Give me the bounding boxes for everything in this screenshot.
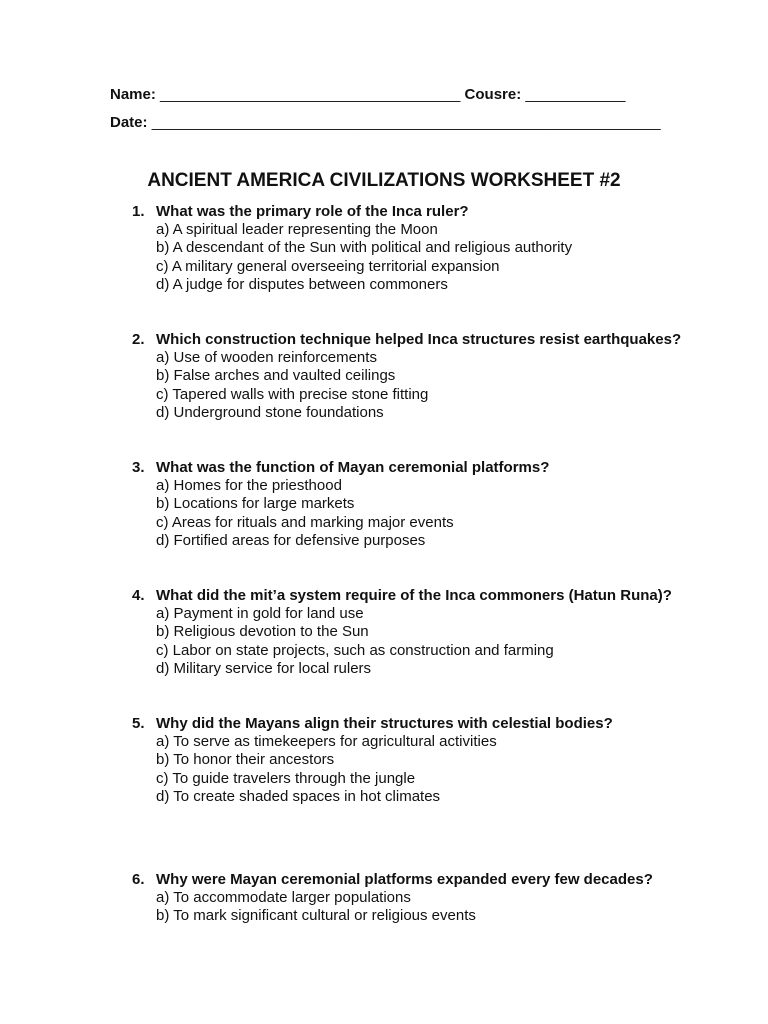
answer-option: a) Use of wooden reinforcements [156, 349, 377, 367]
question-text: Why were Mayan ceremonial platforms expanded every few decades? [156, 871, 653, 888]
answer-option: c) Areas for rituals and marking major events [156, 513, 454, 531]
answer-option: a) A spiritual leader representing the Moon [156, 221, 438, 239]
question-1 [132, 203, 572, 294]
question-number: 6. [132, 871, 145, 888]
answer-option: a) To serve as timekeepers for agricultural activities [156, 733, 497, 751]
answer-option: c) To guide travelers through the jungle [156, 769, 416, 787]
answer-option: a) To accommodate larger populations [156, 889, 411, 907]
answer-option: d) Underground stone foundations [156, 403, 384, 421]
question-6 [132, 871, 653, 926]
question-header [132, 331, 681, 349]
course-blank[interactable]: ____________ [525, 86, 626, 103]
date-label: Date: [110, 114, 148, 131]
question-number: 1. [132, 203, 145, 220]
name-course-line [110, 86, 626, 104]
question-number: 4. [132, 587, 145, 604]
question-header [132, 459, 549, 477]
question-text: What did the mit’a system require of the Inca commoners (Hatun Runa)? [156, 587, 672, 604]
question-text: What was the primary role of the Inca ruler? [156, 203, 469, 220]
answer-option: c) A military general overseeing territorial expansion [156, 257, 500, 275]
name-blank[interactable]: ____________________________________ [160, 86, 461, 103]
name-label: Name: [110, 86, 156, 103]
question-text: What was the function of Mayan ceremonial platforms? [156, 459, 550, 476]
answer-option: d) Fortified areas for defensive purposes [156, 531, 426, 549]
answer-option: c) Labor on state projects, such as construction and farming [156, 641, 554, 659]
answer-option: b) A descendant of the Sun with political and religious authority [156, 239, 573, 257]
course-label: Cousre: [464, 86, 522, 103]
question-number: 5. [132, 715, 145, 732]
question-5 [132, 715, 613, 806]
question-header [132, 587, 672, 605]
question-text: Which construction technique helped Inca structures resist earthquakes? [156, 331, 682, 348]
question-number: 2. [132, 331, 145, 348]
answer-option: b) Religious devotion to the Sun [156, 623, 369, 641]
question-header [132, 715, 613, 733]
question-3 [132, 459, 549, 550]
question-2 [132, 331, 681, 422]
date-line [110, 114, 661, 132]
answer-option: b) To honor their ancestors [156, 751, 335, 769]
answer-option: d) To create shaded spaces in hot climates [156, 787, 441, 805]
question-header [132, 203, 572, 221]
answer-option: c) Tapered walls with precise stone fitting [156, 385, 429, 403]
answer-option: b) False arches and vaulted ceilings [156, 367, 396, 385]
question-number: 3. [132, 459, 145, 476]
answer-option: d) Military service for local rulers [156, 659, 372, 677]
question-text: Why did the Mayans align their structures with celestial bodies? [156, 715, 613, 732]
answer-option: b) To mark significant cultural or religious events [156, 907, 476, 925]
answer-option: a) Payment in gold for land use [156, 605, 364, 623]
question-4 [132, 587, 672, 678]
question-header [132, 871, 653, 889]
answer-option: b) Locations for large markets [156, 495, 355, 513]
date-blank[interactable]: _____________________________________________________________ [151, 114, 661, 131]
answer-option: d) A judge for disputes between commoners [156, 275, 448, 293]
worksheet-title: ANCIENT AMERICA CIVILIZATIONS WORKSHEET #2 [147, 170, 621, 191]
answer-option: a) Homes for the priesthood [156, 477, 342, 495]
